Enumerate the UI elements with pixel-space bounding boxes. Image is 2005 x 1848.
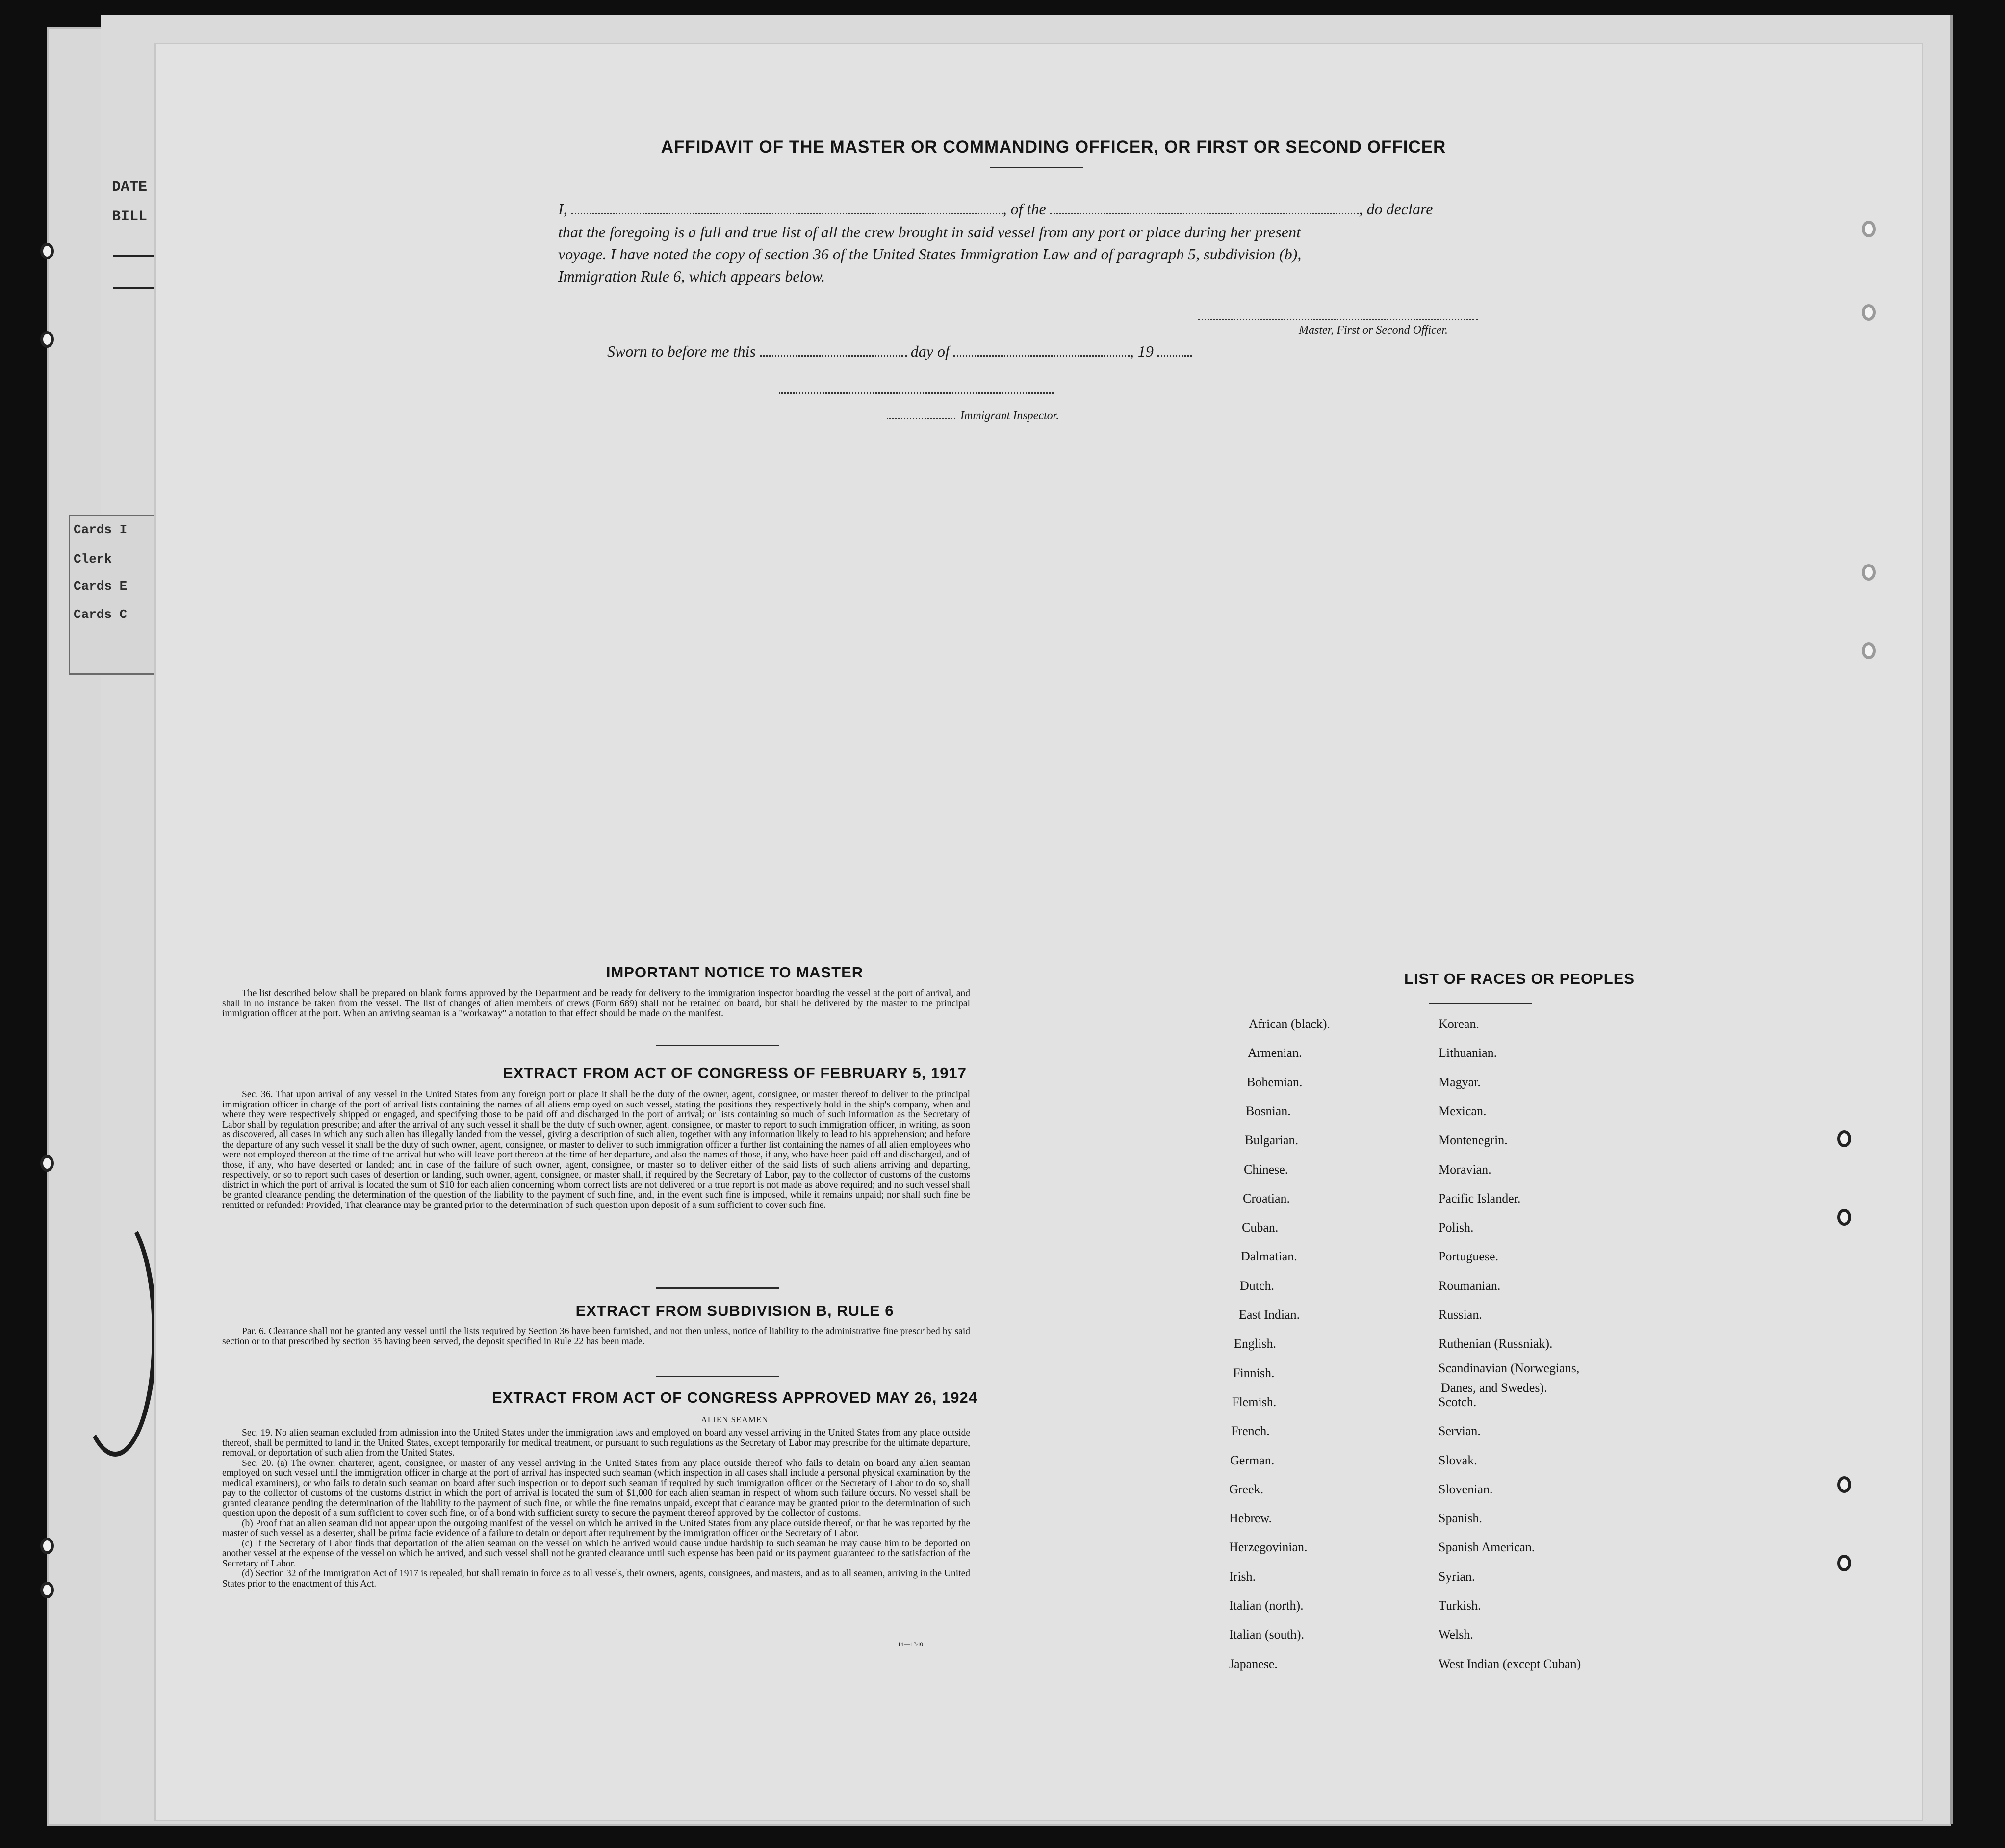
act-1924-section-20c: (c) If the Secretary of Labor finds that deportation of the alien seaman on the vessel on which he arrived would cause undue hardship to such seaman he may cause him to be deported on another vessel at the expense of the vessel on which he arrived, and such vessel shall not be granted clearance until such expense has been paid or its payment guaranteed to the satisfaction of the Secretary of Labor.	[222, 1538, 970, 1569]
binding-hole	[1837, 1476, 1851, 1493]
act-1924-section-19: Sec. 19. No alien seaman excluded from admission into the United States under the immigration laws and employed on board any vessel arriving in the United States from any place outside thereof, shall be permitted to land in the United States, except temporarily for medical treatment, or pursuant to such regulations as the Secretary of Labor may prescribe for the ultimate departure, removal, or deportation of such alien from the United States.	[222, 1428, 970, 1458]
stamp-line: Cards E	[74, 579, 128, 593]
race-entry: Russian.	[1439, 1308, 1482, 1322]
left-strip-rule	[113, 287, 157, 289]
race-entry: French.	[1231, 1424, 1270, 1438]
notice-title: IMPORTANT NOTICE TO MASTER	[606, 964, 864, 981]
vessel-name-blank	[1050, 202, 1359, 214]
form-number: 14—1340	[898, 1641, 923, 1648]
race-entry: Magyar.	[1439, 1075, 1481, 1089]
act-1924-section-20d: (d) Section 32 of the Immigration Act of 1917 is repealed, but shall remain in force as to all vessels, their owners, agents, consignees, and masters, and as to all seamen, arriving in the United States prior to the enactment of this Act.	[222, 1568, 970, 1589]
binding-hole	[40, 243, 54, 259]
race-entry: Bulgarian.	[1245, 1133, 1299, 1148]
race-entry: German.	[1230, 1453, 1275, 1467]
of-the-text: , of the	[1002, 200, 1046, 218]
race-entry: Flemish.	[1232, 1394, 1277, 1409]
binding-hole	[40, 1582, 54, 1598]
binding-hole	[1862, 642, 1876, 659]
race-entry: Irish.	[1229, 1569, 1256, 1584]
declare-text: , do declare	[1359, 200, 1433, 218]
inspector-signature-line	[779, 392, 1054, 394]
binding-hole	[1862, 564, 1876, 581]
race-entry: English.	[1234, 1336, 1276, 1351]
race-entry: Korean.	[1439, 1017, 1480, 1031]
binding-hole	[1837, 1209, 1851, 1226]
race-entry: Lithuanian.	[1439, 1046, 1497, 1060]
rule-6-text	[222, 1327, 970, 1347]
race-entry: Bohemian.	[1247, 1075, 1303, 1089]
race-entry: Bosnian.	[1246, 1104, 1291, 1118]
race-entry: Servian.	[1439, 1424, 1481, 1438]
act-1924-section-20a: Sec. 20. (a) The owner, charterer, agent, consignee, or master of any vessel arriving in the United States from any place outside thereof who fails to detain on board any alien seaman employed on such vessel until the immigration officer in charge at the port of arrival has inspected such seaman (which inspection in all cases shall include a personal physical examination by the medical examiners), or who fails to detain such seaman on board after such inspection or to deport such seaman if required by such immigration officer or the Secretary of Labor to do so, shall pay to the collector of customs of the customs district in which the port of arrival is located the sum of $1,000 for each alien seaman in respect of whom such failure occurs. No vessel shall be granted clearance pending the determination of the liability to the payment of such fine, or while the fine remains unpaid, except that clearance may be granted prior to the determination of such question upon the deposit of a sum sufficient to cover such fine, or of a bond with sufficient surety to secure the payment thereof approved by the collector of customs.	[222, 1458, 970, 1518]
act-1924-text	[222, 1428, 970, 1589]
race-entry: Ruthenian (Russniak).	[1439, 1336, 1553, 1351]
sworn-day-label: day of	[910, 342, 950, 360]
binding-hole	[1862, 221, 1876, 237]
clerk-stamp	[69, 515, 157, 675]
stamp-line: Clerk	[74, 552, 112, 566]
act-1917-text	[222, 1090, 970, 1210]
binding-cord	[74, 1211, 157, 1457]
declaration-line-3: voyage. I have noted the copy of section 36 of the United States Immigration Law and of paragraph 5, subdivision (b),	[558, 245, 1302, 263]
race-entry: Welsh.	[1439, 1627, 1473, 1642]
stamp-line: Cards I	[74, 522, 128, 537]
declarant-name-blank	[571, 202, 1003, 214]
race-entry: Syrian.	[1439, 1569, 1475, 1584]
affidavit-title: AFFIDAVIT OF THE MASTER OR COMMANDING OFFICER, OR FIRST OR SECOND OFFICER	[661, 137, 1446, 156]
left-strip-rule	[113, 255, 157, 257]
sworn-day-blank	[760, 344, 907, 357]
section-rule	[656, 1287, 779, 1289]
race-entry: African (black).	[1249, 1017, 1331, 1031]
stamp-line: Cards C	[74, 607, 128, 622]
race-entry: Spanish.	[1439, 1511, 1482, 1526]
race-entry: Slovak.	[1439, 1453, 1477, 1467]
race-entry: Italian (south).	[1229, 1627, 1305, 1642]
binding-hole	[40, 1538, 54, 1554]
rule-6-paragraph: Par. 6. Clearance shall not be granted any vessel until the lists required by Section 36 have been furnished, and not then unless, notice of liability to the administrative fine prescribed by said section or to that prescribed by section 35 having been served, the deposit specified in Rule 22 has been made.	[222, 1326, 970, 1347]
sworn-year-label: , 19	[1130, 342, 1154, 360]
section-rule	[656, 1376, 779, 1377]
binding-hole	[40, 1155, 54, 1172]
act-1924-section-20b: (b) Proof that an alien seaman did not appear upon the outgoing manifest of the vessel on which he arrived in the United States from any place outside thereof, or that he was reported by the master of such vessel as a deserter, shall be prima facie evidence of a failure to detain or deport after requirement by the immigration officer or the Secretary of Labor.	[222, 1518, 970, 1539]
bill-label: BILL	[112, 208, 148, 225]
race-entry: Hebrew.	[1229, 1511, 1272, 1526]
binding-hole	[1837, 1555, 1851, 1571]
race-entry: Armenian.	[1248, 1046, 1302, 1060]
alien-seamen-subtitle: ALIEN SEAMEN	[701, 1415, 769, 1424]
sworn-year-blank	[1157, 344, 1192, 357]
act-1924-title: EXTRACT FROM ACT OF CONGRESS APPROVED MAY 26, 1924	[492, 1389, 977, 1406]
inspector-caption-dots	[887, 418, 955, 419]
act-1917-section-36: Sec. 36. That upon arrival of any vessel in the United States from any foreign port or place it shall be the duty of the owner, agent, consignee, or master thereof to deliver to the principal immigration officer in charge of the port of arrival lists containing the names of all aliens employed on such vessel, stating the positions they respectively hold in the ship's company, when and where they were respectively shipped or engaged, and specifying those to be paid off and discharged in the port of arrival; or lists containing so much of such information as the Secretary of Labor shall by regulation prescribe; and after the arrival of any such vessel it shall be the duty of such owner, agent, consignee, or master to report to such immigration officer, in writing, as soon as discovered, all cases in which any such alien has illegally landed from the vessel, giving a description of such alien, together with any information likely to lead to his apprehension; and before the departure of any such vessel it shall be the duty of such owner, agent, consignee, or master to deliver to such immigration officer a further list containing the names of all alien employees who were not employed thereon at the time of the arrival but who will leave port thereon at the time of her departure, and also the names of those, if any, who have been paid off and discharged, and of those, if any, who have deserted or landed; and in case of the failure of such owner, agent, consignee, or master so to deliver either of the said lists of such aliens arriving and departing, respectively, or so to report such cases of desertion or landing, such owner, agent, consignee, or master shall, if required by the Secretary of Labor, pay to the collector of customs of the customs district in which the port of arrival is located the sum of $10 for each alien concerning whom correct lists are not delivered or a true report is not made as above required; and no such vessel shall be granted clearance pending the determination of the question of the liability to the payment of such fine, and, in the event such fine is imposed, while it remains unpaid; nor shall such fine be remitted or refunded: Provided, That clearance may be granted prior to the determination of such question upon deposit of a sum sufficient to cover such fine.	[222, 1089, 970, 1210]
title-rule	[990, 167, 1083, 168]
date-label: DATE	[112, 179, 148, 196]
race-entry: Montenegrin.	[1439, 1133, 1508, 1148]
race-entry: Spanish American.	[1439, 1540, 1535, 1555]
race-entry: Slovenian.	[1439, 1482, 1493, 1496]
race-entry: Dalmatian.	[1241, 1249, 1297, 1264]
race-entry: Cuban.	[1242, 1220, 1279, 1235]
race-entry: East Indian.	[1239, 1308, 1300, 1322]
race-entry: Scandinavian (Norwegians,	[1439, 1360, 1580, 1375]
race-entry: Mexican.	[1439, 1104, 1487, 1118]
race-entry: Pacific Islander.	[1439, 1191, 1521, 1206]
race-entry: Portuguese.	[1439, 1249, 1499, 1264]
race-entry: Croatian.	[1243, 1191, 1290, 1206]
race-entry: Polish.	[1439, 1220, 1474, 1235]
declarant-prefix: I,	[558, 200, 567, 218]
sworn-prefix: Sworn to before me this	[607, 342, 756, 360]
races-title: LIST OF RACES OR PEOPLES	[1404, 970, 1635, 987]
race-entry: Turkish.	[1439, 1598, 1481, 1613]
declaration-line-4: Immigration Rule 6, which appears below.	[558, 267, 825, 285]
race-entry: West Indian (except Cuban)	[1439, 1656, 1581, 1671]
races-rule	[1429, 1003, 1532, 1004]
race-entry: Herzegovinian.	[1229, 1540, 1308, 1555]
race-entry: Scotch.	[1439, 1394, 1477, 1409]
race-entry: Dutch.	[1240, 1278, 1275, 1293]
sworn-month-blank	[953, 344, 1130, 357]
declaration-line-2: that the foregoing is a full and true list of all the crew brought in said vessel from any port or place during her present	[558, 223, 1301, 241]
binding-hole	[1862, 304, 1876, 321]
master-signature-line	[1198, 319, 1478, 320]
notice-text	[222, 989, 970, 1019]
binding-hole	[40, 331, 54, 348]
race-entry: Italian (north).	[1229, 1598, 1304, 1613]
race-entry: Danes, and Swedes).	[1441, 1380, 1547, 1395]
section-rule	[656, 1045, 779, 1046]
binding-hole	[1837, 1130, 1851, 1147]
race-entry: Japanese.	[1229, 1656, 1278, 1671]
race-entry: Chinese.	[1244, 1162, 1288, 1177]
inspector-caption: Immigrant Inspector.	[960, 410, 1059, 422]
race-entry: Moravian.	[1439, 1162, 1491, 1177]
act-1917-title: EXTRACT FROM ACT OF CONGRESS OF FEBRUARY 5, 1917	[503, 1064, 967, 1081]
rule-6-title: EXTRACT FROM SUBDIVISION B, RULE 6	[575, 1302, 894, 1319]
race-entry: Roumanian.	[1439, 1278, 1501, 1293]
master-caption: Master, First or Second Officer.	[1299, 324, 1448, 336]
race-entry: Greek.	[1229, 1482, 1264, 1496]
race-entry: Finnish.	[1233, 1365, 1275, 1380]
declaration-line-1	[558, 200, 1433, 218]
affidavit-page	[156, 44, 1922, 1820]
notice-paragraph: The list described below shall be prepared on blank forms approved by the Department and be ready for delivery to the immigration inspector boarding the vessel at the port of arrival, and shall in no instance be taken from the vessel. The list of changes of alien members of crews (Form 689) shall not be retained on board, but shall be delivered by the master to the principal immigration officer at the port. When an arriving seaman is a "workaway" a notation to that effect should be made on the manifest.	[222, 988, 970, 1019]
sworn-line	[607, 342, 1192, 360]
